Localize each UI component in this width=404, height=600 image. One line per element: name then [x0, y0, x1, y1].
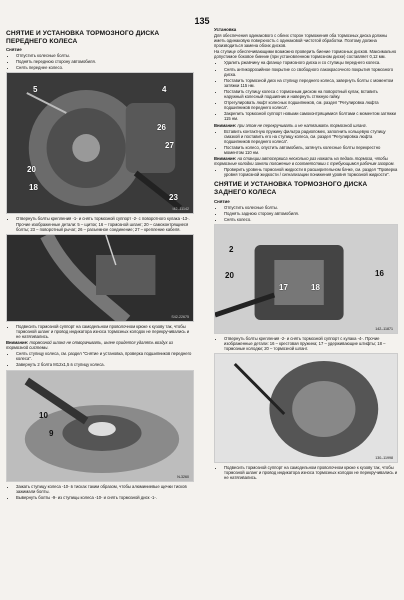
warning-note: [214, 123, 398, 128]
warning-label: Внимание:: [6, 340, 29, 346]
removal-steps: [6, 53, 194, 70]
list-item: • Завернуть 2 болта M12x1,5 в ступицу колеса.: [16, 362, 194, 367]
callout-label: 20: [27, 165, 36, 175]
list-item: • Поставить колесо, опустить автомобиль, затянуть колесные болты перекрестно моментом 110 нм.: [224, 145, 398, 155]
callout-label: 27: [165, 141, 174, 151]
list-item: • Зажать ступицу колеса -10- в тисках таким образом, чтобы алюминиевые щечки тисков зажимали болты.: [16, 484, 194, 494]
page-number: 135: [194, 16, 210, 26]
photo-hub-in-vise: [6, 370, 194, 482]
section-title-rear-disc: СНЯТИЕ И УСТАНОВКА ТОРМОЗНОГО ДИСКА ЗАДНЕГО КОЛЕСА: [214, 181, 368, 197]
step-list: [6, 324, 194, 339]
list-item: • Поставить тормозной диск на ступицу переднего колеса, завернуть болты с моментом затяжки 115 нм.: [224, 78, 398, 88]
list-item: • Вставить контактную пружину фильтра радиопомех, заполнить кольцевую ступицу смазкой и поставить его на ступицу колеса, см. раздел "Регулировка люфта подшипников переднего колеса".: [224, 129, 398, 144]
photo-hanging-caliper: [6, 234, 194, 322]
callout-label: 20: [225, 270, 234, 280]
right-column: [214, 26, 398, 481]
list-item: • Поставить ступицу колеса с тормозным диском на поворотный кулак, вставить наружный колесный подшипник и навернуть стяжную гайку.: [224, 89, 398, 99]
callout-label: 2: [229, 244, 234, 254]
warning-label: Внимание:: [214, 122, 237, 128]
left-column: [6, 26, 194, 501]
callout-label: 26: [157, 123, 166, 133]
warning-text: при этом не перекручивать и не натягивать тормозной шланг.: [237, 122, 367, 128]
list-item: • Подвесить тормозной суппорт на самодельном проволочном крюке к кузову так, чтобы тормозной шланг и провод индикатора износа тормозных колодок не перекручивались и не натягивались.: [224, 465, 398, 480]
photo-rear-hanging-caliper: [214, 353, 398, 463]
callout-label: 10: [39, 410, 48, 420]
step-list: [6, 351, 194, 367]
callout-label: 9: [49, 428, 54, 438]
photo-rear-caliper: [214, 224, 398, 334]
photo-id: N-3260: [177, 474, 189, 479]
list-item: • Отпустить колесные болты.: [224, 205, 398, 210]
list-item: • Снять колесо.: [224, 217, 398, 222]
list-item: • Снять ступицу колеса, см. раздел "Снятие и установка, проверка подшипников переднего колеса".: [16, 351, 194, 361]
subsection-install: Установка: [214, 27, 237, 32]
step-list: [6, 216, 194, 231]
install-steps: [214, 129, 398, 155]
photo-id: I42–11142: [172, 207, 189, 212]
list-item: • Закрепить тормозной суппорт новыми самоконтрящимися болтами с моментом затяжки 115 нм.: [224, 111, 398, 121]
list-item: • Проверить уровень тормозной жидкости в расширительном бачке, см. раздел "Проверка уровня тормозной жидкости / сигнализации понижения уровня тормозной жидкости".: [224, 167, 398, 177]
paragraph: Для обеспечения одинакового с обеих сторон торможения оба тормозных диска должны иметь одинаковую поверхность с одинаковой чистотой обработки. Поэтому должна производиться замена обоих дисков.: [214, 33, 388, 49]
list-item: • Отпустить колесные болты.: [16, 53, 194, 58]
list-item: • Поднять переднюю сторону автомобиля.: [16, 59, 194, 64]
removal-steps: [214, 205, 398, 222]
list-item: • Снять антикоррозийное покрытие со свободного лакокрасочного покрытия тормозного диска.: [224, 67, 398, 77]
list-item: • Отрегулировать люфт колесных подшипников, см. раздел "Регулировка люфта подшипников переднего колеса".: [224, 100, 398, 110]
subsection-removal: Снятие: [6, 47, 22, 53]
list-item: • Поднять заднюю сторону автомобиля.: [224, 211, 398, 216]
warning-text: на станции автосервиса несколько раз нажать на педаль тормоза, чтобы тормозные колодки заняли положение в соответствии с требующимся рабочим зазором.: [214, 156, 395, 167]
paragraph: На ступице обеспечивающими возможно проверить биение тормозных дисков. Максимально допустимое боковое биение (при установленном тормозном диске) составляет 0,12 мм.: [214, 49, 397, 60]
photo-front-brake-assembly: [6, 72, 194, 214]
list-item: • Снять переднее колесо.: [16, 65, 194, 70]
photo-id: S42-22675: [171, 314, 189, 319]
install-steps: [214, 167, 398, 177]
photo-id: 142–11871: [375, 326, 393, 331]
step-list: [6, 484, 194, 500]
warning-text: тормозной шланг не отворачивать, иначе придется удалять воздух из тормозной системы.: [6, 340, 173, 351]
callout-label: 4: [162, 85, 167, 95]
callout-label: 18: [311, 282, 320, 292]
list-item: • Вывернуть болты -9- из ступицы колеса -10- и снять тормозной диск -1-.: [16, 495, 194, 500]
list-item: • Удалить ржавчину на фланце тормозного диска и со ступицы переднего колеса.: [224, 60, 398, 65]
callout-label: 16: [375, 268, 384, 278]
warning-note: [214, 156, 398, 166]
photo-id: 130–11998: [375, 456, 393, 461]
section-title-front-disc: СНЯТИЕ И УСТАНОВКА ТОРМОЗНОГО ДИСКА ПЕРЕДНЕГО КОЛЕСА: [6, 30, 160, 45]
callout-label: 5: [33, 85, 38, 95]
subsection-removal: Снятие: [214, 198, 230, 204]
step-list: [214, 465, 398, 480]
callout-label: 18: [29, 183, 38, 193]
install-steps: [214, 60, 398, 121]
callout-label: 17: [279, 282, 288, 292]
warning-label: Внимание:: [214, 156, 237, 162]
list-item: • Отвернуть болты крепления -2- и снять тормозной суппорт с кулака -4-. Прочие изображенные детали: 16 – крестовая пружина; 17 – удерживающие штифты; 18 – тормозные колодки; 20 – тормозной шланг.: [224, 336, 398, 351]
list-item: • Подвесить тормозной суппорт на самодельном проволочном крюке к кузову так, чтобы тормозной шланг и провод индикатора износа тормозных колодок не перекручивались и не натягивались.: [16, 324, 194, 339]
callout-label: 23: [169, 193, 178, 203]
list-item: • Отвернуть болты крепления -1- и снять тормозной суппорт -2- с поворотного кулака -13-. Прочие изображенные детали: 5 – щиток; 16 – тормозной шланг; 20 – самоконтрящиеся болты; 23 – поворотный рычаг; 26 – разъемное соединение; 27 – крепление кабеля.: [16, 216, 194, 231]
warning-note: [6, 340, 194, 350]
step-list: [214, 336, 398, 351]
